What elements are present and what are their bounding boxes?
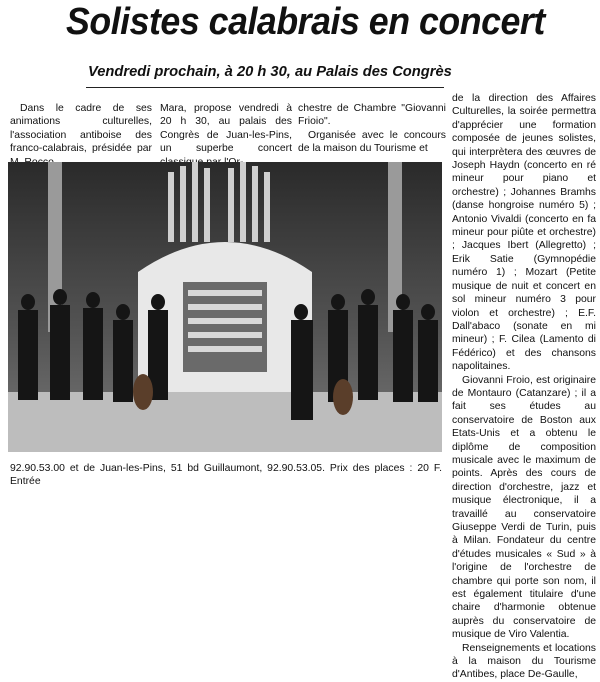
- article-column-1: [10, 102, 152, 169]
- article-column-2: [160, 102, 292, 169]
- column-2-text: Mara, propose vendredi à 20 h 30, au palais des Congrès de Juan-les-Pins, un superbe concert: [160, 103, 292, 155]
- column-1-text: Dans le cadre de ses animations culturelles, l'association antiboise des franco-calabrais, présidée par: [10, 103, 152, 155]
- column-3-text-a: chestre de Chambre "Giovanni Frioio".: [298, 103, 446, 128]
- article-footer-line: 92.90.53.00 et de Juan-les-Pins, 51 bd Guillaumont, 92.90.53.05. Prix des places : 20 F. Entrée: [10, 463, 442, 488]
- subheadline: Vendredi prochain, à 20 h 30, au Palais des Congrès: [88, 63, 452, 80]
- headline: Solistes calabrais en concert: [66, 1, 545, 43]
- right-column-paragraph-2: Giovanni Froio, est originaire de Montauro (Catanzare) ; il a fait ses études au conservatoire de Boston aux Etats-Unis et a obtenu le diplôme de composition musicale avec le maximum de points. Après des cours de direction d'orchestre, jazz et musique électronique, il a travaillé au conservatoire Giuseppe Verdi de Turin, puis à Milan. Fondateur du centre d'études musicales « Sud » à l'origine de l'orchestre de chambre qui porte son nom, il est également titulaire d'une chaire d'harmonie obtenue auprès du conservatoire de musique de Viro Valentia.: [452, 374, 596, 641]
- right-column-paragraph-3: Renseignements et locations à la maison du Tourisme d'Antibes, place De-Gaulle,: [452, 642, 596, 681]
- right-column-paragraph-1: de la direction des Affaires Culturelles, la soirée permettra d'apprécier une formation composée de jeunes solistes, qui interprètera des œuvres de Joseph Haydn (concerto en ré mineur pour piano et orchestre) ; Johannes Bramhs (danse hongroise numéro 5) ; Antonio Vivaldi (concerto en fa mineur pour piûte et orchestre) ; Jacques Ibert (Allegretto) ; Erik Satie (Gymnopédie numéro 1) ; Mozart (Petite musique de nuit et concert en sol mineur numéro 3 pour violon et orchestre) ; E.F. Dall'abaco (sonate en mi mineur) ; F. Cilea (Lamento di Fédérico) et des chansons napolitaines.: [452, 93, 596, 373]
- article-right-column: [452, 92, 596, 682]
- column-3-text-b: Organisée avec le concours de la maison du Tourisme et: [298, 129, 446, 155]
- orchestra-photo-drawing: [8, 162, 442, 452]
- orchestra-photo: [8, 162, 442, 452]
- subheadline-rule: [86, 87, 444, 88]
- article-column-3: [298, 102, 446, 156]
